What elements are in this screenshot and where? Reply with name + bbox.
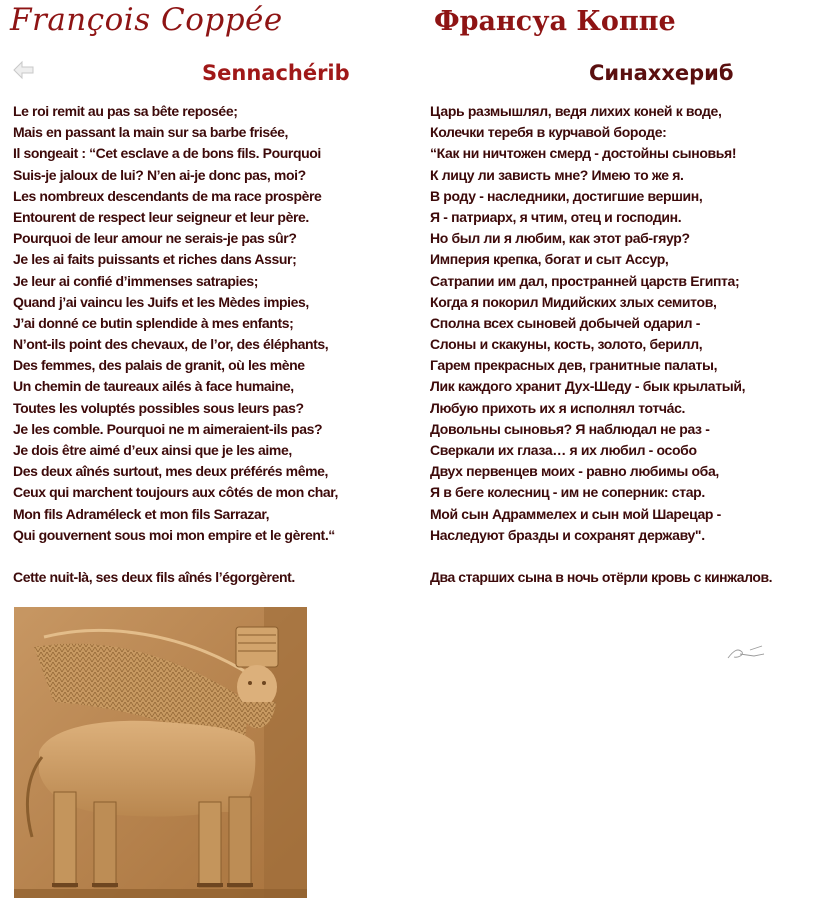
poem-line: В роду - наследники, достигшие вершин, <box>430 187 703 204</box>
poem-line: Гарем прекрасных дев, гранитные палаты, <box>430 357 718 374</box>
poem-line: Il songeait : “Cet esclave a de bons fils. Pourquoi <box>13 145 321 162</box>
poem-title-french: Sennachérib <box>202 61 350 85</box>
poem-line: Des deux aînés surtout, mes deux préférés même, <box>13 463 328 480</box>
lamassu-relief-image <box>14 607 307 898</box>
poem-title-russian: Синаххериб <box>589 61 734 85</box>
poem-line: Pourquoi de leur amour ne serais-je pas sûr? <box>13 230 297 247</box>
poem-line: Suis-je jaloux de lui? N’en ai-je donc pas, moi? <box>13 166 306 183</box>
poem-line: Сполна всех сыновей добычей одарил - <box>430 314 701 331</box>
poem-line: Je dois être aimé d’eux ainsi que je les aime, <box>13 442 292 458</box>
poem-line: Quand j’ai vaincu les Juifs et les Mèdes impies, <box>13 293 309 310</box>
poem-line: Je les comble. Pourquoi ne m aimeraient-ils pas? <box>13 420 323 437</box>
author-name-french: François Coppée <box>10 2 283 38</box>
final-line-french: Cette nuit-là, ses deux fils aînés l’égorgèrent. <box>13 569 295 585</box>
back-arrow-icon[interactable] <box>13 60 35 80</box>
poem-line: К лицу ли зависть мне? Имею то же я. <box>430 166 684 183</box>
poem-line: Des femmes, des palais de granit, où les mène <box>13 357 305 374</box>
poem-line: Колечки теребя в курчавой бороде: <box>430 124 667 141</box>
poem-line: Империя крепка, богат и сыт Ассур, <box>430 251 669 268</box>
poem-line: Лик каждого хранит Дух-Шеду - бык крылатый, <box>430 378 746 395</box>
poem-line: Mon fils Adraméleck et mon fils Sarrazar, <box>13 505 270 522</box>
signature-mark <box>724 642 768 664</box>
poem-line: Les nombreux descendants de ma race prospère <box>13 187 322 204</box>
poem-line: Je les ai faits puissants et riches dans Assur; <box>13 251 297 268</box>
poem-line: Entourent de respect leur seigneur et leur père. <box>13 208 309 225</box>
poem-line: Qui gouvernent sous moi mon empire et le gèrent.“ <box>13 526 335 543</box>
poem-line: Наследуют бразды и сохранят державу". <box>430 526 705 543</box>
poem-line: Мой сын Адраммелех и сын мой Шарецар - <box>430 505 721 522</box>
poem-line: Когда я покорил Мидийских злых семитов, <box>430 293 717 310</box>
poem-line: Любую прихоть их я исполнял тотча́с. <box>430 399 686 416</box>
poem-line: Un chemin de taureaux ailés à face humaine, <box>13 378 294 395</box>
poem-line: Сатрапии им дал, пространней царств Египта; <box>430 272 740 289</box>
poem-text-french <box>13 101 338 546</box>
poem-line: J’ai donné ce butin splendide à mes enfants; <box>13 314 294 331</box>
poem-text-russian <box>430 101 745 546</box>
poem-line: Ceux qui marchent toujours aux côtés de mon char, <box>13 484 339 501</box>
poem-line: Сверкали их глаза… я их любил - особо <box>430 442 697 458</box>
poem-line: Le roi remit au pas sa bête reposée; <box>13 103 238 119</box>
final-line-russian: Два старших сына в ночь отёрли кровь с кинжалов. <box>430 569 773 585</box>
poem-line: Двух первенцев моих - равно любимы оба, <box>430 463 719 480</box>
poem-line: Mais en passant la main sur sa barbe frisée, <box>13 124 288 141</box>
poem-line: “Как ни ничтожен смерд - достойны сыновья! <box>430 145 737 162</box>
poem-line: N’ont-ils point des chevaux, de l’or, des éléphants, <box>13 336 329 353</box>
poem-line: Довольны сыновья? Я наблюдал не раз - <box>430 420 710 437</box>
author-name-russian: Франсуа Коппе <box>434 6 676 37</box>
poem-line: Je leur ai confié d’immenses satrapies; <box>13 272 259 289</box>
poem-line: Я - патриарх, я чтим, отец и господин. <box>430 208 682 225</box>
poem-line: Царь размышлял, ведя лихих коней к воде, <box>430 103 722 119</box>
poem-line: Но был ли я любим, как этот раб-гяур? <box>430 230 690 247</box>
poem-line: Я в беге колесниц - им не соперник: стар. <box>430 484 705 501</box>
poem-line: Toutes les voluptés possibles sous leurs pas? <box>13 399 304 416</box>
poem-line: Слоны и скакуны, кость, золото, берилл, <box>430 336 703 353</box>
